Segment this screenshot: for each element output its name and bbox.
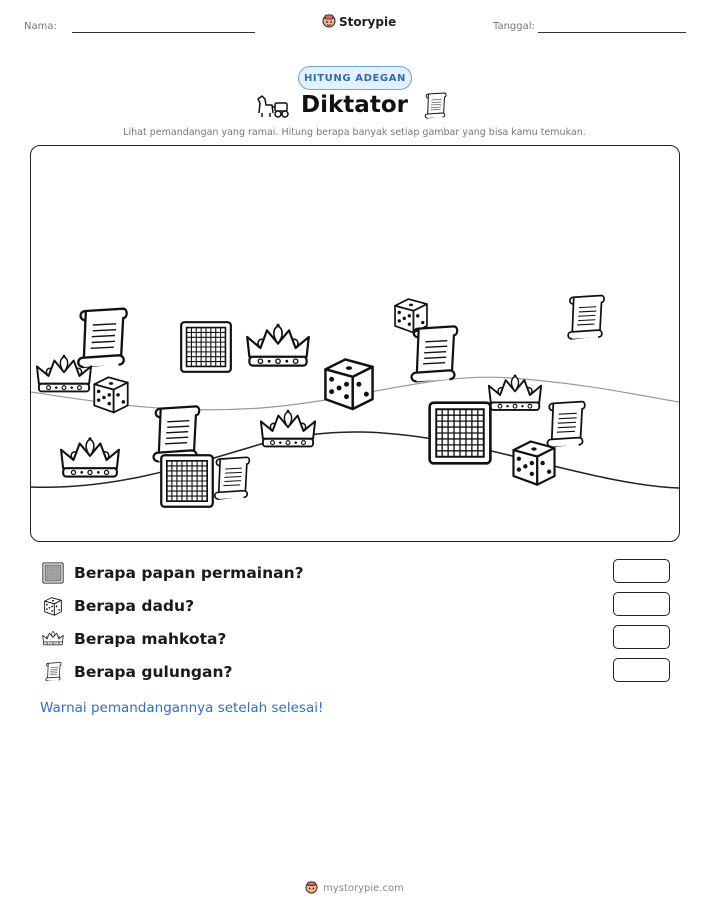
question-text: Berapa dadu? [74,597,195,615]
crown-4 [261,410,315,447]
page-title: Diktator [301,92,408,118]
scroll-2 [412,326,458,381]
game-board-icon [42,562,64,584]
crown-1 [247,324,309,366]
question-dice [42,593,194,619]
crown-5 [61,437,119,476]
date-label: Tanggal: [493,21,535,32]
answer-box-dice[interactable] [613,592,670,616]
date-input-line[interactable] [538,32,686,33]
dice-4 [513,441,554,484]
name-label: Nama: [24,21,57,32]
scroll-4 [547,402,584,447]
scene-illustration [31,146,679,541]
scene-panel [30,145,680,542]
footer-url[interactable]: mystorypie.com [323,882,404,894]
name-input-line[interactable] [72,32,255,33]
answer-box-game-board[interactable] [613,559,670,583]
title-scroll-icon [421,91,449,121]
game-board-2 [430,403,491,464]
question-text: Berapa gulungan? [74,663,233,681]
scroll-6 [215,457,250,499]
activity-badge: HITUNG ADEGAN [298,66,412,90]
scroll-5 [154,406,200,461]
brand-name: Storypie [339,14,397,29]
game-board-3 [161,455,213,507]
instructions: Lihat pemandangan yang ramai. Hitung berapa banyak setiap gambar yang bisa kamu temukan. [123,127,586,138]
crown-icon [42,628,64,650]
scroll-icon [42,661,64,683]
scroll-3 [568,295,604,338]
scroll-1 [78,309,126,367]
coloring-note: Warnai pemandangannya setelah selesai! [40,700,324,716]
dice-icon [42,595,64,617]
question-game-board [42,560,304,586]
game-board-1 [181,322,231,372]
question-scroll [42,659,232,685]
storypie-mascot-icon [305,881,318,895]
answer-box-crown[interactable] [613,625,670,649]
answer-box-scroll[interactable] [613,658,670,682]
footer [0,881,709,895]
dice-2 [94,377,127,412]
dice-3 [325,359,372,409]
question-crown [42,626,226,652]
brand-logo [322,14,396,29]
question-text: Berapa papan permainan? [74,564,304,582]
storypie-mascot-icon [322,14,336,29]
question-text: Berapa mahkota? [74,630,227,648]
